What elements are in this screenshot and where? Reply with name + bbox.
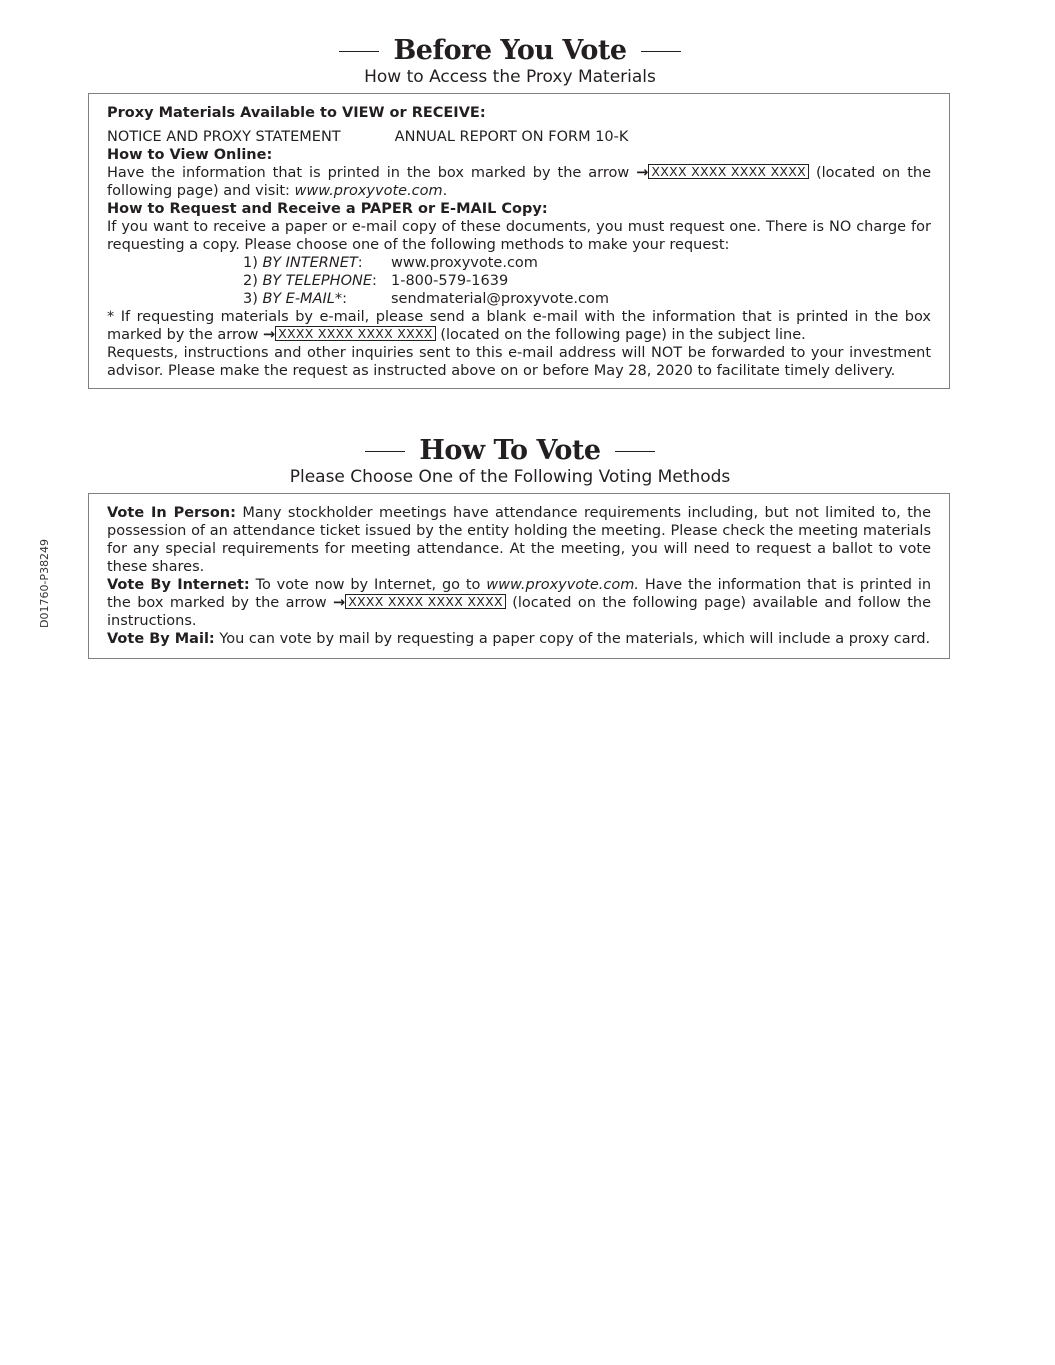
vote-in-person: Vote In Person: Many stockholder meetings have attendance requirements including, but not limited to, the possession of an attendance ticket issued by the entity holding the meeting. Please check the meeting materials for any special requirements for meeting attendance. At the meeting, you will need to request a ballot to vote these shares. bbox=[107, 505, 932, 575]
title-rule-right bbox=[641, 51, 681, 52]
before-you-vote-header bbox=[0, 36, 1020, 88]
material-item: NOTICE AND PROXY STATEMENT bbox=[107, 129, 341, 145]
vote-by-internet: Vote By Internet: To vote now by Internet, go to www.proxyvote.com. Have the information that is printed in the box marked by the arrow → XXXX XXXX XXXX XXXX (located on the following page) available and follow the instructions. bbox=[107, 577, 932, 629]
view-online-text: Have the information that is printed in the box marked by the arrow → XXXX XXXX XXXX XXXX (located on the following page) and visit: www.proxyvote.com. bbox=[107, 164, 932, 199]
materials-list bbox=[107, 128, 931, 146]
method-telephone-value[interactable]: 1-800-579-1639 bbox=[391, 273, 509, 289]
title-rule-left bbox=[339, 51, 379, 52]
arrow-icon: → bbox=[333, 595, 346, 611]
section-subtitle: How to Access the Proxy Materials bbox=[364, 67, 656, 87]
view-online-heading: How to View Online: bbox=[107, 147, 273, 163]
access-materials-box bbox=[88, 93, 950, 389]
vote-by-mail: Vote By Mail: You can vote by mail by requesting a paper copy of the materials, which will include a proxy card. bbox=[107, 631, 931, 647]
section-title: Before You Vote bbox=[393, 35, 627, 66]
material-item: ANNUAL REPORT ON FORM 10-K bbox=[394, 129, 629, 145]
document-code: D01760-P38249 bbox=[38, 538, 51, 628]
method-label: 3) BY E-MAIL*: bbox=[243, 291, 347, 307]
method-label: 1) BY INTERNET: bbox=[243, 255, 363, 271]
forwarding-notice: Requests, instructions and other inquiries sent to this e-mail address will NOT be forwarded to your investment advisor. Please make the request as instructed above on or before May 28, 2020 to facilitate timely delivery. bbox=[107, 345, 931, 379]
request-heading: How to Request and Receive a PAPER or E-MAIL Copy: bbox=[107, 201, 548, 217]
arrow-icon: → bbox=[262, 327, 276, 343]
request-methods bbox=[243, 254, 931, 308]
control-number-box: XXXX XXXX XXXX XXXX bbox=[275, 326, 436, 341]
voting-methods-box bbox=[88, 493, 950, 659]
title-rule-right bbox=[615, 451, 655, 452]
section-subtitle: Please Choose One of the Following Voting Methods bbox=[289, 467, 731, 487]
available-heading: Proxy Materials Available to VIEW or RECEIVE: bbox=[107, 105, 486, 121]
control-number-box: XXXX XXXX XXXX XXXX bbox=[648, 164, 809, 179]
control-number-box: XXXX XXXX XXXX XXXX bbox=[345, 594, 506, 609]
proxyvote-link[interactable]: www.proxyvote.com. bbox=[486, 577, 639, 593]
method-email-value[interactable]: sendmaterial@proxyvote.com bbox=[391, 291, 609, 307]
arrow-icon: → bbox=[636, 165, 649, 181]
method-label: 2) BY TELEPHONE: bbox=[243, 273, 377, 289]
title-rule-left bbox=[365, 451, 405, 452]
request-text: If you want to receive a paper or e-mail copy of these documents, you must request one. There is NO charge for requesting a copy. Please choose one of the following methods to make your request: bbox=[107, 219, 931, 253]
email-footnote: * If requesting materials by e-mail, please send a blank e-mail with the information that is printed in the box marked by the arrow → XXXX XXXX XXXX XXXX (located on the following page) in the subject line. bbox=[107, 309, 931, 343]
how-to-vote-header bbox=[0, 436, 1020, 488]
proxyvote-link[interactable]: www.proxyvote.com bbox=[294, 183, 443, 199]
section-title: How To Vote bbox=[419, 435, 601, 466]
method-internet-value[interactable]: www.proxyvote.com bbox=[391, 255, 538, 271]
